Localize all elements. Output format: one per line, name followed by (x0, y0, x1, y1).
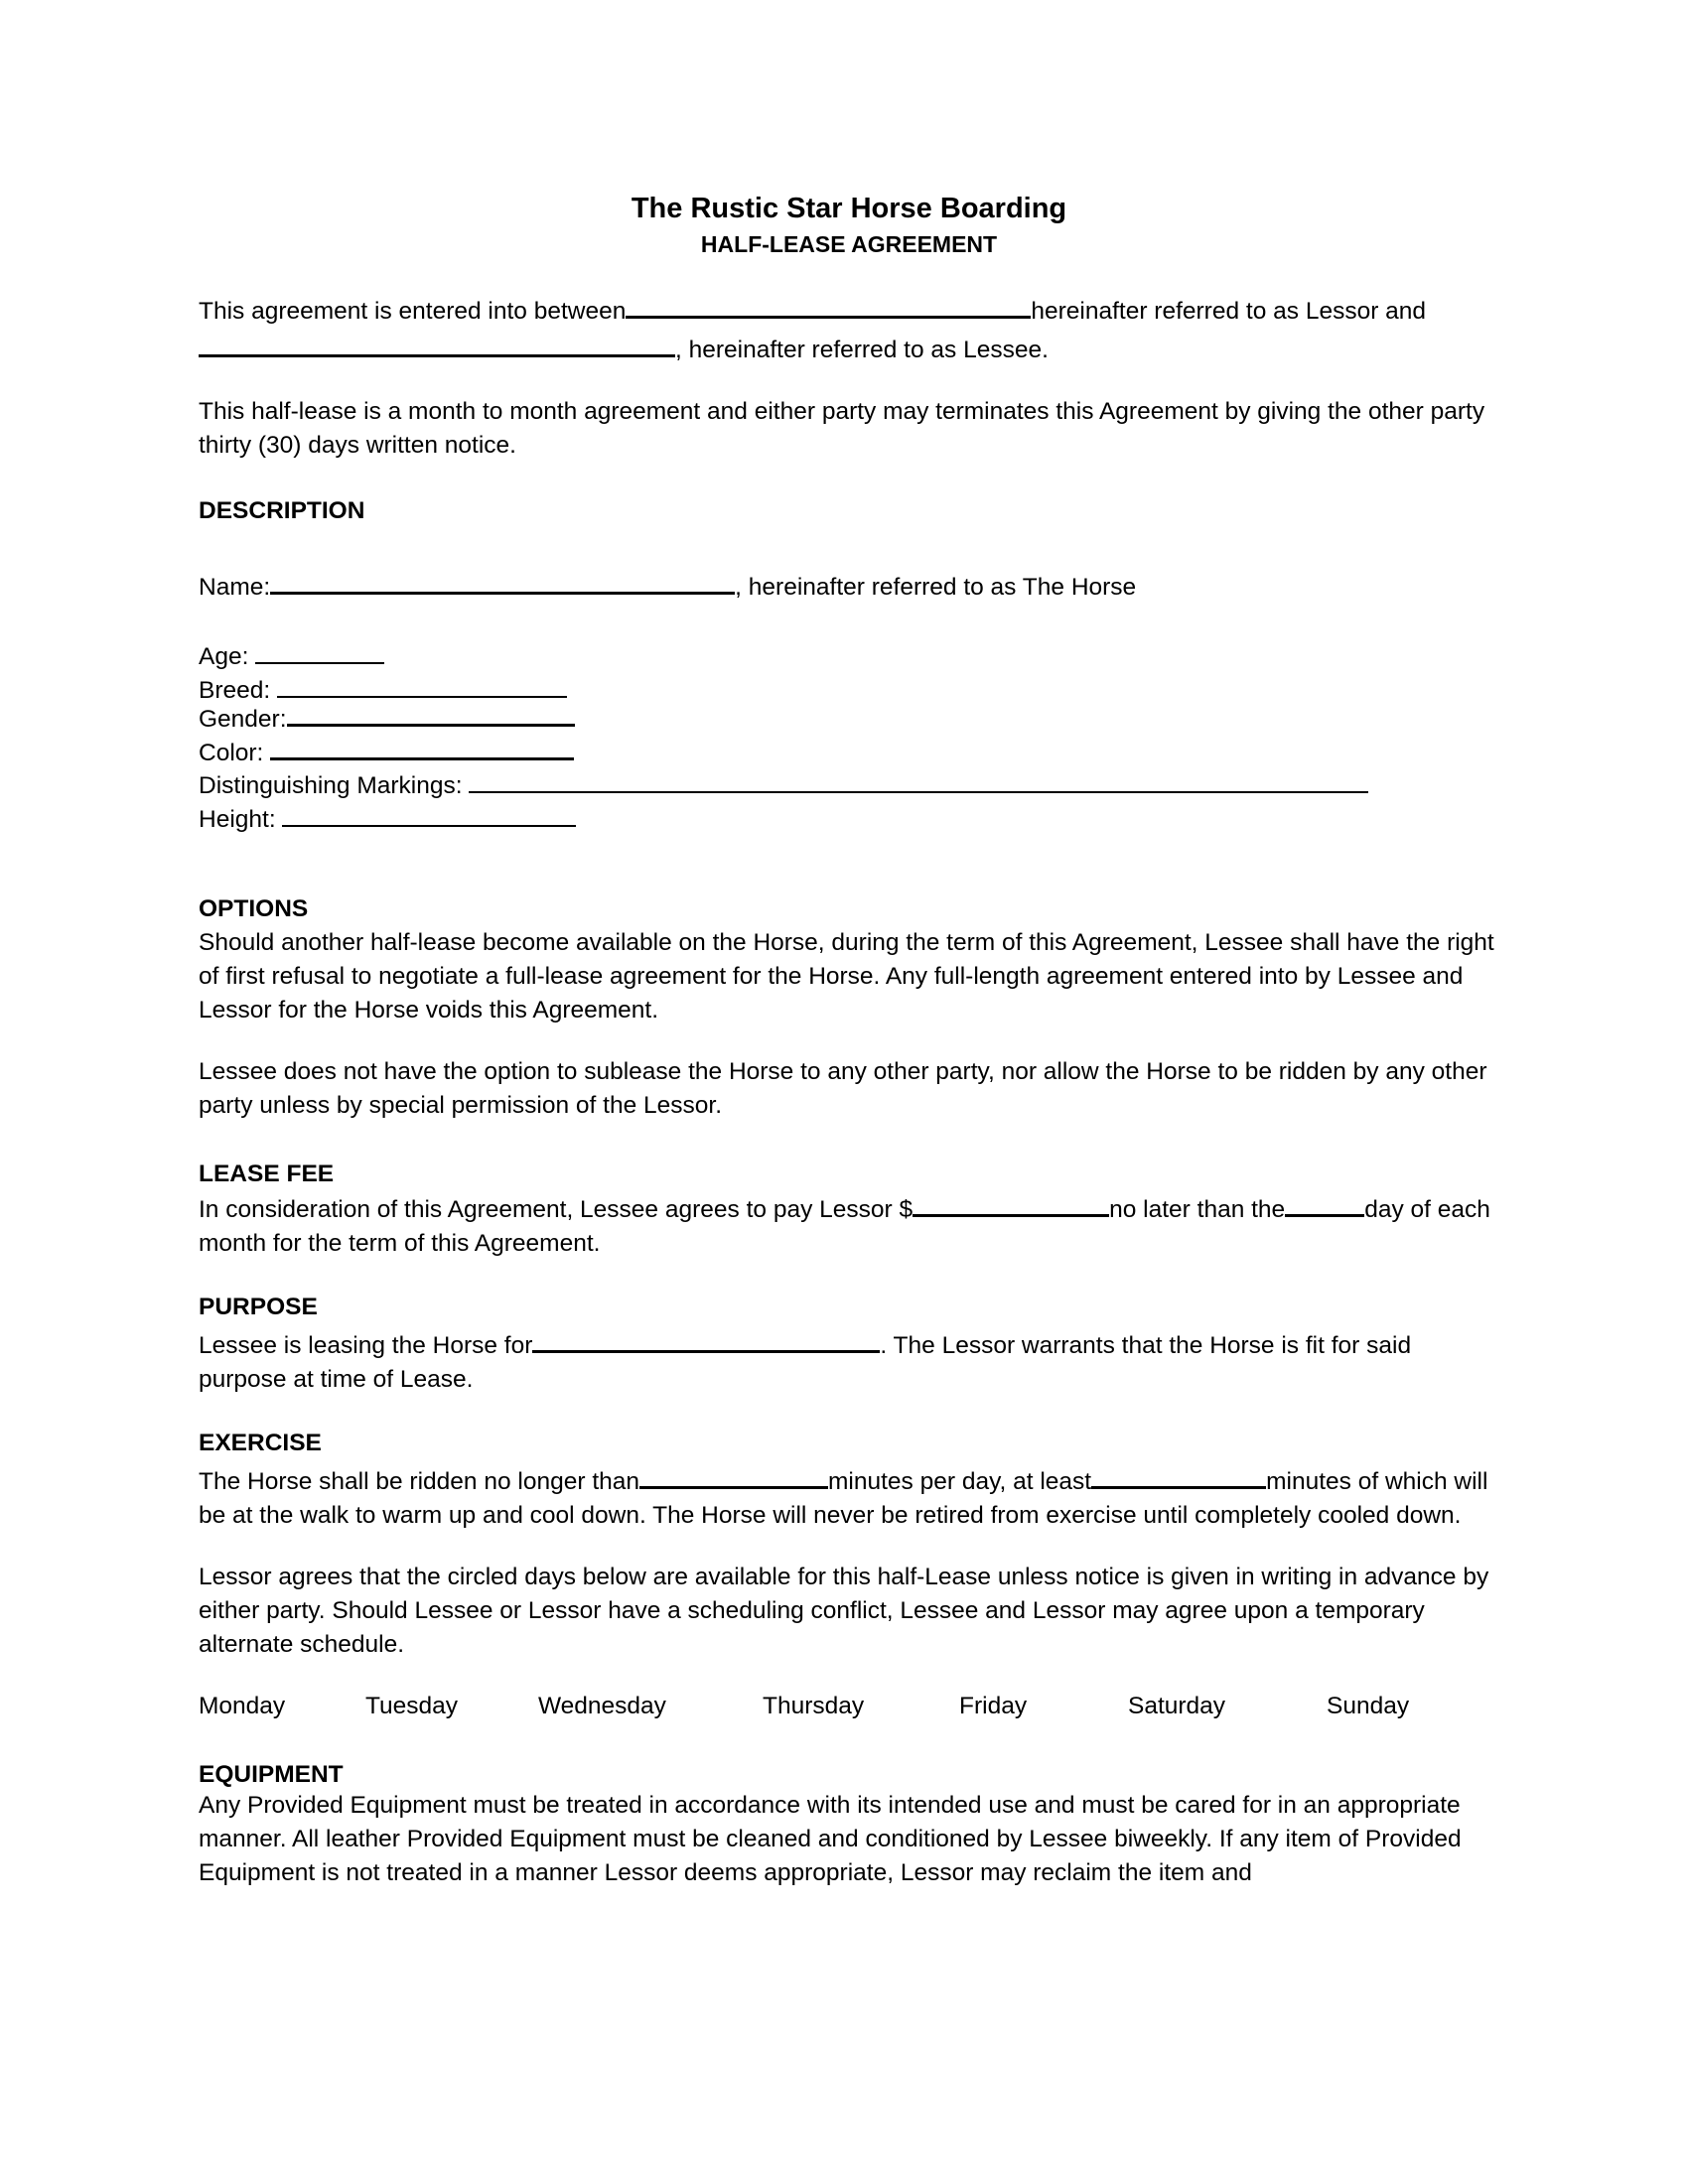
markings-field[interactable] (469, 765, 1368, 793)
lease-fee-text-1: In consideration of this Agreement, Lessee agrees to pay Lessor $ (199, 1196, 914, 1223)
exercise-text-2: minutes per day, at least (828, 1468, 1092, 1495)
day-monday[interactable]: Monday (199, 1693, 286, 1719)
equipment-paragraph: Any Provided Equipment must be treated in accordance with its intended use and must be cared for in an appropriate manner. All leather Provided Equipment must be cleaned and conditioned by Lessee biweekly. If any item of Provided Equipment is not treated in a manner Lessor deems appropriate, Lessor may reclaim the item and (199, 1792, 1462, 1886)
exercise-text-3: minutes of which will be at the walk to warm up and cool down. The Horse will never be retired from exercise until completely cooled down. (199, 1468, 1488, 1529)
term-paragraph: This half-lease is a month to month agreement and either party may terminates this Agreement by giving the other party thirty (30) days written notice. (199, 398, 1485, 459)
lease-fee-day-field[interactable] (1285, 1188, 1364, 1217)
color-row (199, 732, 1499, 765)
options-paragraph-1: Should another half-lease become available on the Horse, during the term of this Agreement, Lessee shall have the right of first refusal to negotiate a full-lease agreement for the Horse. Any full-length agreement entered into by Lessee and Lessor for the Horse voids this Agreement. (199, 929, 1494, 1024)
day-thursday[interactable]: Thursday (763, 1693, 865, 1719)
color-field[interactable] (270, 732, 574, 760)
document-page (199, 189, 1499, 1890)
breed-field[interactable] (277, 670, 567, 698)
exercise-text-1: The Horse shall be ridden no longer than (199, 1468, 640, 1495)
intro-text-2: hereinafter referred to as Lessor and (1031, 298, 1427, 325)
horse-details (199, 636, 1499, 833)
age-row (199, 636, 1499, 670)
intro-text-3: , hereinafter referred to as Lessee. (675, 337, 1049, 363)
height-row (199, 799, 1499, 833)
exercise-heading: EXERCISE (199, 1430, 322, 1456)
purpose-paragraph (199, 1324, 1499, 1397)
lease-fee-text-2: no later than the (1109, 1196, 1286, 1223)
day-wednesday[interactable]: Wednesday (538, 1693, 666, 1719)
document-title: The Rustic Star Horse Boarding (631, 193, 1067, 224)
lease-fee-paragraph (199, 1188, 1499, 1261)
lessor-name-field[interactable] (626, 290, 1031, 319)
gender-row (199, 698, 1499, 732)
age-field[interactable] (255, 636, 384, 664)
gender-label: Gender: (199, 706, 287, 733)
purpose-text-1: Lessee is leasing the Horse for (199, 1332, 533, 1359)
description-heading: DESCRIPTION (199, 497, 365, 524)
breed-row (199, 670, 1499, 704)
options-paragraph-2: Lessee does not have the option to sublease the Horse to any other party, nor allow the Horse to be ridden by any other party unless by special permission of the Lessor. (199, 1058, 1487, 1119)
age-label: Age: (199, 643, 249, 670)
intro-paragraph (199, 290, 1499, 367)
intro-text-1: This agreement is entered into between (199, 298, 627, 325)
max-minutes-field[interactable] (639, 1460, 828, 1489)
purpose-field[interactable] (532, 1324, 880, 1353)
horse-name-row (199, 566, 1499, 605)
day-friday[interactable]: Friday (959, 1693, 1028, 1719)
horse-name-field[interactable] (270, 566, 735, 595)
markings-label: Distinguishing Markings: (199, 772, 463, 799)
lessee-name-field[interactable] (199, 329, 675, 357)
height-label: Height: (199, 806, 276, 833)
horse-name-label: Name: (199, 574, 271, 601)
height-field[interactable] (282, 799, 576, 827)
walk-minutes-field[interactable] (1091, 1460, 1266, 1489)
lease-fee-text-3: day of each month for the term of this Agreement. (199, 1196, 1490, 1257)
gender-field[interactable] (287, 698, 575, 727)
options-heading: OPTIONS (199, 895, 309, 922)
schedule-paragraph: Lessor agrees that the circled days below are available for this half-Lease unless notice is given in writing in advance by either party. Should Lessee or Lessor have a scheduling conflict, Lessee and Lessor may agree upon a temporary alternate schedule. (199, 1564, 1489, 1658)
purpose-text-2: . The Lessor warrants that the Horse is fit for said purpose at time of Lease. (199, 1332, 1412, 1393)
lease-fee-heading: LEASE FEE (199, 1160, 335, 1187)
day-saturday[interactable]: Saturday (1128, 1693, 1226, 1719)
days-row (199, 1690, 1499, 1723)
day-sunday[interactable]: Sunday (1327, 1693, 1410, 1719)
exercise-paragraph (199, 1460, 1499, 1533)
horse-name-suffix: , hereinafter referred to as The Horse (735, 574, 1137, 601)
color-label: Color: (199, 740, 264, 766)
lease-fee-amount-field[interactable] (913, 1188, 1109, 1217)
document-subtitle: HALF-LEASE AGREEMENT (700, 231, 998, 257)
day-tuesday[interactable]: Tuesday (365, 1693, 459, 1719)
markings-row (199, 765, 1499, 799)
breed-label: Breed: (199, 677, 271, 704)
equipment-heading: EQUIPMENT (199, 1761, 344, 1788)
purpose-heading: PURPOSE (199, 1294, 318, 1320)
